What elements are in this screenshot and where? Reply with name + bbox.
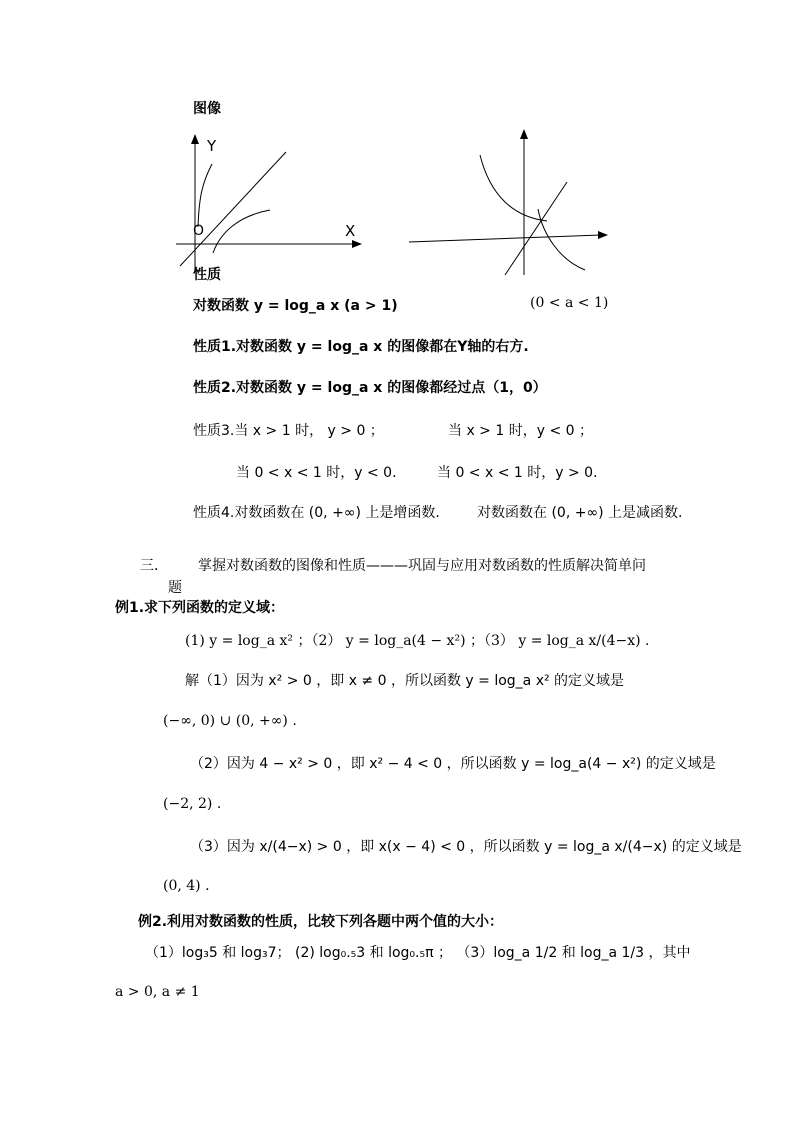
part-title-line1: 掌握对数函数的图像和性质———巩固与应用对数函数的性质解决简单问 xyxy=(198,558,646,574)
property-4-right: 对数函数在 (0, +∞) 上是减函数. xyxy=(477,505,683,521)
x-axis-label: X xyxy=(345,222,356,240)
example1-answer-3: (0, 4) . xyxy=(163,878,210,894)
origin-label: O xyxy=(193,223,205,239)
property-3-right-b: 当 0 < x < 1 时，y > 0． xyxy=(437,465,608,481)
property-4-left: 性质4.对数函数在 (0, +∞) 上是增函数. xyxy=(193,505,440,521)
property-2: 性质2.对数函数 y = log_a x 的图像都经过点（1，0） xyxy=(193,380,547,396)
example2-condition: a > 0, a ≠ 1 xyxy=(115,984,200,1000)
example1-items: (1) y = log_a x² ；（2） y = log_a(4 − x²) ；（3） y = log_a x/(4−x) . xyxy=(185,633,650,649)
example1-solution-3: （3）因为 x/(4−x) > 0 ，即 x(x − 4) < 0 ，所以函数 y = log_a x/(4−x) 的定义域是 xyxy=(190,839,742,855)
y-axis-label: Y xyxy=(207,137,217,155)
example2-heading: 例2.利用对数函数的性质，比较下列各题中两个值的大小： xyxy=(138,914,504,930)
log-function-increasing: 对数函数 y = log_a x (a > 1) xyxy=(193,298,398,314)
part-title-line2: 题 xyxy=(168,580,182,596)
example1-heading: 例1.求下列函数的定义域： xyxy=(115,600,285,616)
example1-answer-2: (−2, 2) . xyxy=(163,796,222,812)
property-3-left: 性质3.当 x > 1 时， y > 0 ； xyxy=(193,423,384,439)
example2-items: （1）log₃5 和 log₃7； (2) log₀.₅3 和 log₀.₅π ； （3）log_a 1/2 和 log_a 1/3 ，其中 xyxy=(145,945,691,961)
image-heading: 图像 xyxy=(193,101,221,117)
log-function-decreasing: (0 < a < 1) xyxy=(530,295,609,311)
log-graph-decreasing xyxy=(405,125,615,280)
log-graph-increasing xyxy=(168,128,373,273)
property-3-right: 当 x > 1 时，y < 0 ； xyxy=(448,423,593,439)
property-1: 性质1.对数函数 y = log_a x 的图像都在Y轴的右方. xyxy=(193,339,529,355)
example1-solution-2: （2）因为 4 − x² > 0 ，即 x² − 4 < 0 ，所以函数 y = log_a(4 − x²) 的定义域是 xyxy=(190,756,716,772)
example1-solution-1: 解（1）因为 x² > 0 ，即 x ≠ 0 ，所以函数 y = log_a x² 的定义域是 xyxy=(185,673,625,689)
property-heading: 性质 xyxy=(193,267,221,283)
property-3-left-b: 当 0 < x < 1 时，y < 0． xyxy=(236,465,407,481)
part-number: 三． xyxy=(140,558,168,574)
example1-answer-1: (−∞, 0) ∪ (0, +∞) . xyxy=(163,713,297,729)
